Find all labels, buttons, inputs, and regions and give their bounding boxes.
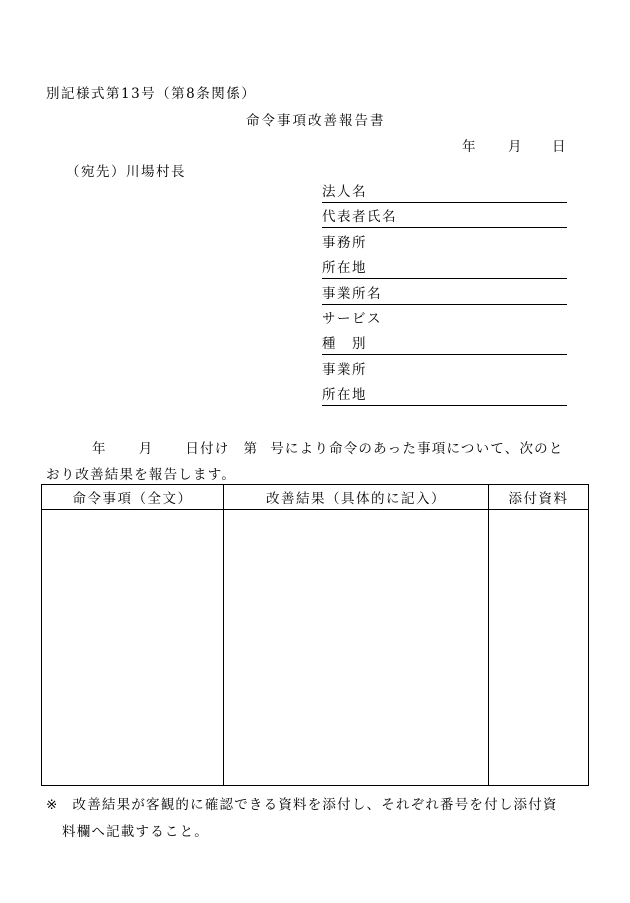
- field-office-address[interactable]: 所在地: [322, 258, 567, 279]
- field-office-label: 事務所: [322, 235, 367, 251]
- date-day: 日: [552, 139, 567, 155]
- cell-attachments[interactable]: [489, 510, 589, 786]
- footnote: [46, 792, 591, 846]
- report-table: [41, 484, 589, 786]
- field-service-type[interactable]: 種 別: [322, 334, 567, 355]
- document-title: 命令事項改善報告書: [246, 113, 386, 129]
- field-business-address[interactable]: 所在地: [322, 385, 567, 406]
- header-order-items: 命令事項（全文）: [42, 485, 224, 510]
- form-number: 別記様式第13号（第8条関係）: [46, 86, 257, 102]
- footnote-line1: [46, 792, 591, 819]
- note-line1-text: 改善結果が客観的に確認できる資料を添付し、それぞれ番号を付し添付資: [72, 797, 558, 813]
- report-statement-line2: おり改善結果を報告します。: [46, 467, 237, 483]
- header-attachments: 添付資料: [489, 485, 589, 510]
- field-corporation-name[interactable]: 法人名: [322, 182, 567, 203]
- field-service-label: サービス: [322, 311, 382, 327]
- ref-day: 日付け: [185, 441, 230, 457]
- ref-year: 年: [92, 441, 107, 457]
- note-mark: ※: [46, 797, 59, 813]
- header-improvement-results: 改善結果（具体的に記入）: [224, 485, 489, 510]
- field-business-office-label: 事業所: [322, 362, 367, 378]
- report-statement-line1: [46, 436, 586, 462]
- field-representative-name[interactable]: 代表者氏名: [322, 207, 567, 228]
- report-statement: [46, 436, 586, 488]
- cell-improvement-results[interactable]: [224, 510, 489, 786]
- date-month: 月: [508, 139, 523, 155]
- field-business-name[interactable]: 事業所名: [322, 284, 567, 305]
- footnote-line2: 料欄へ記載すること。: [62, 824, 209, 840]
- addressee: （宛先）川場村長: [66, 164, 186, 180]
- ref-number-prefix: 第: [243, 441, 259, 457]
- ref-month: 月: [138, 441, 154, 457]
- ref-line1-rest: 号により命令のあった事項について、次のと: [270, 441, 564, 457]
- cell-order-items[interactable]: [42, 510, 224, 786]
- date-line: [462, 135, 567, 155]
- date-year: 年: [462, 139, 477, 155]
